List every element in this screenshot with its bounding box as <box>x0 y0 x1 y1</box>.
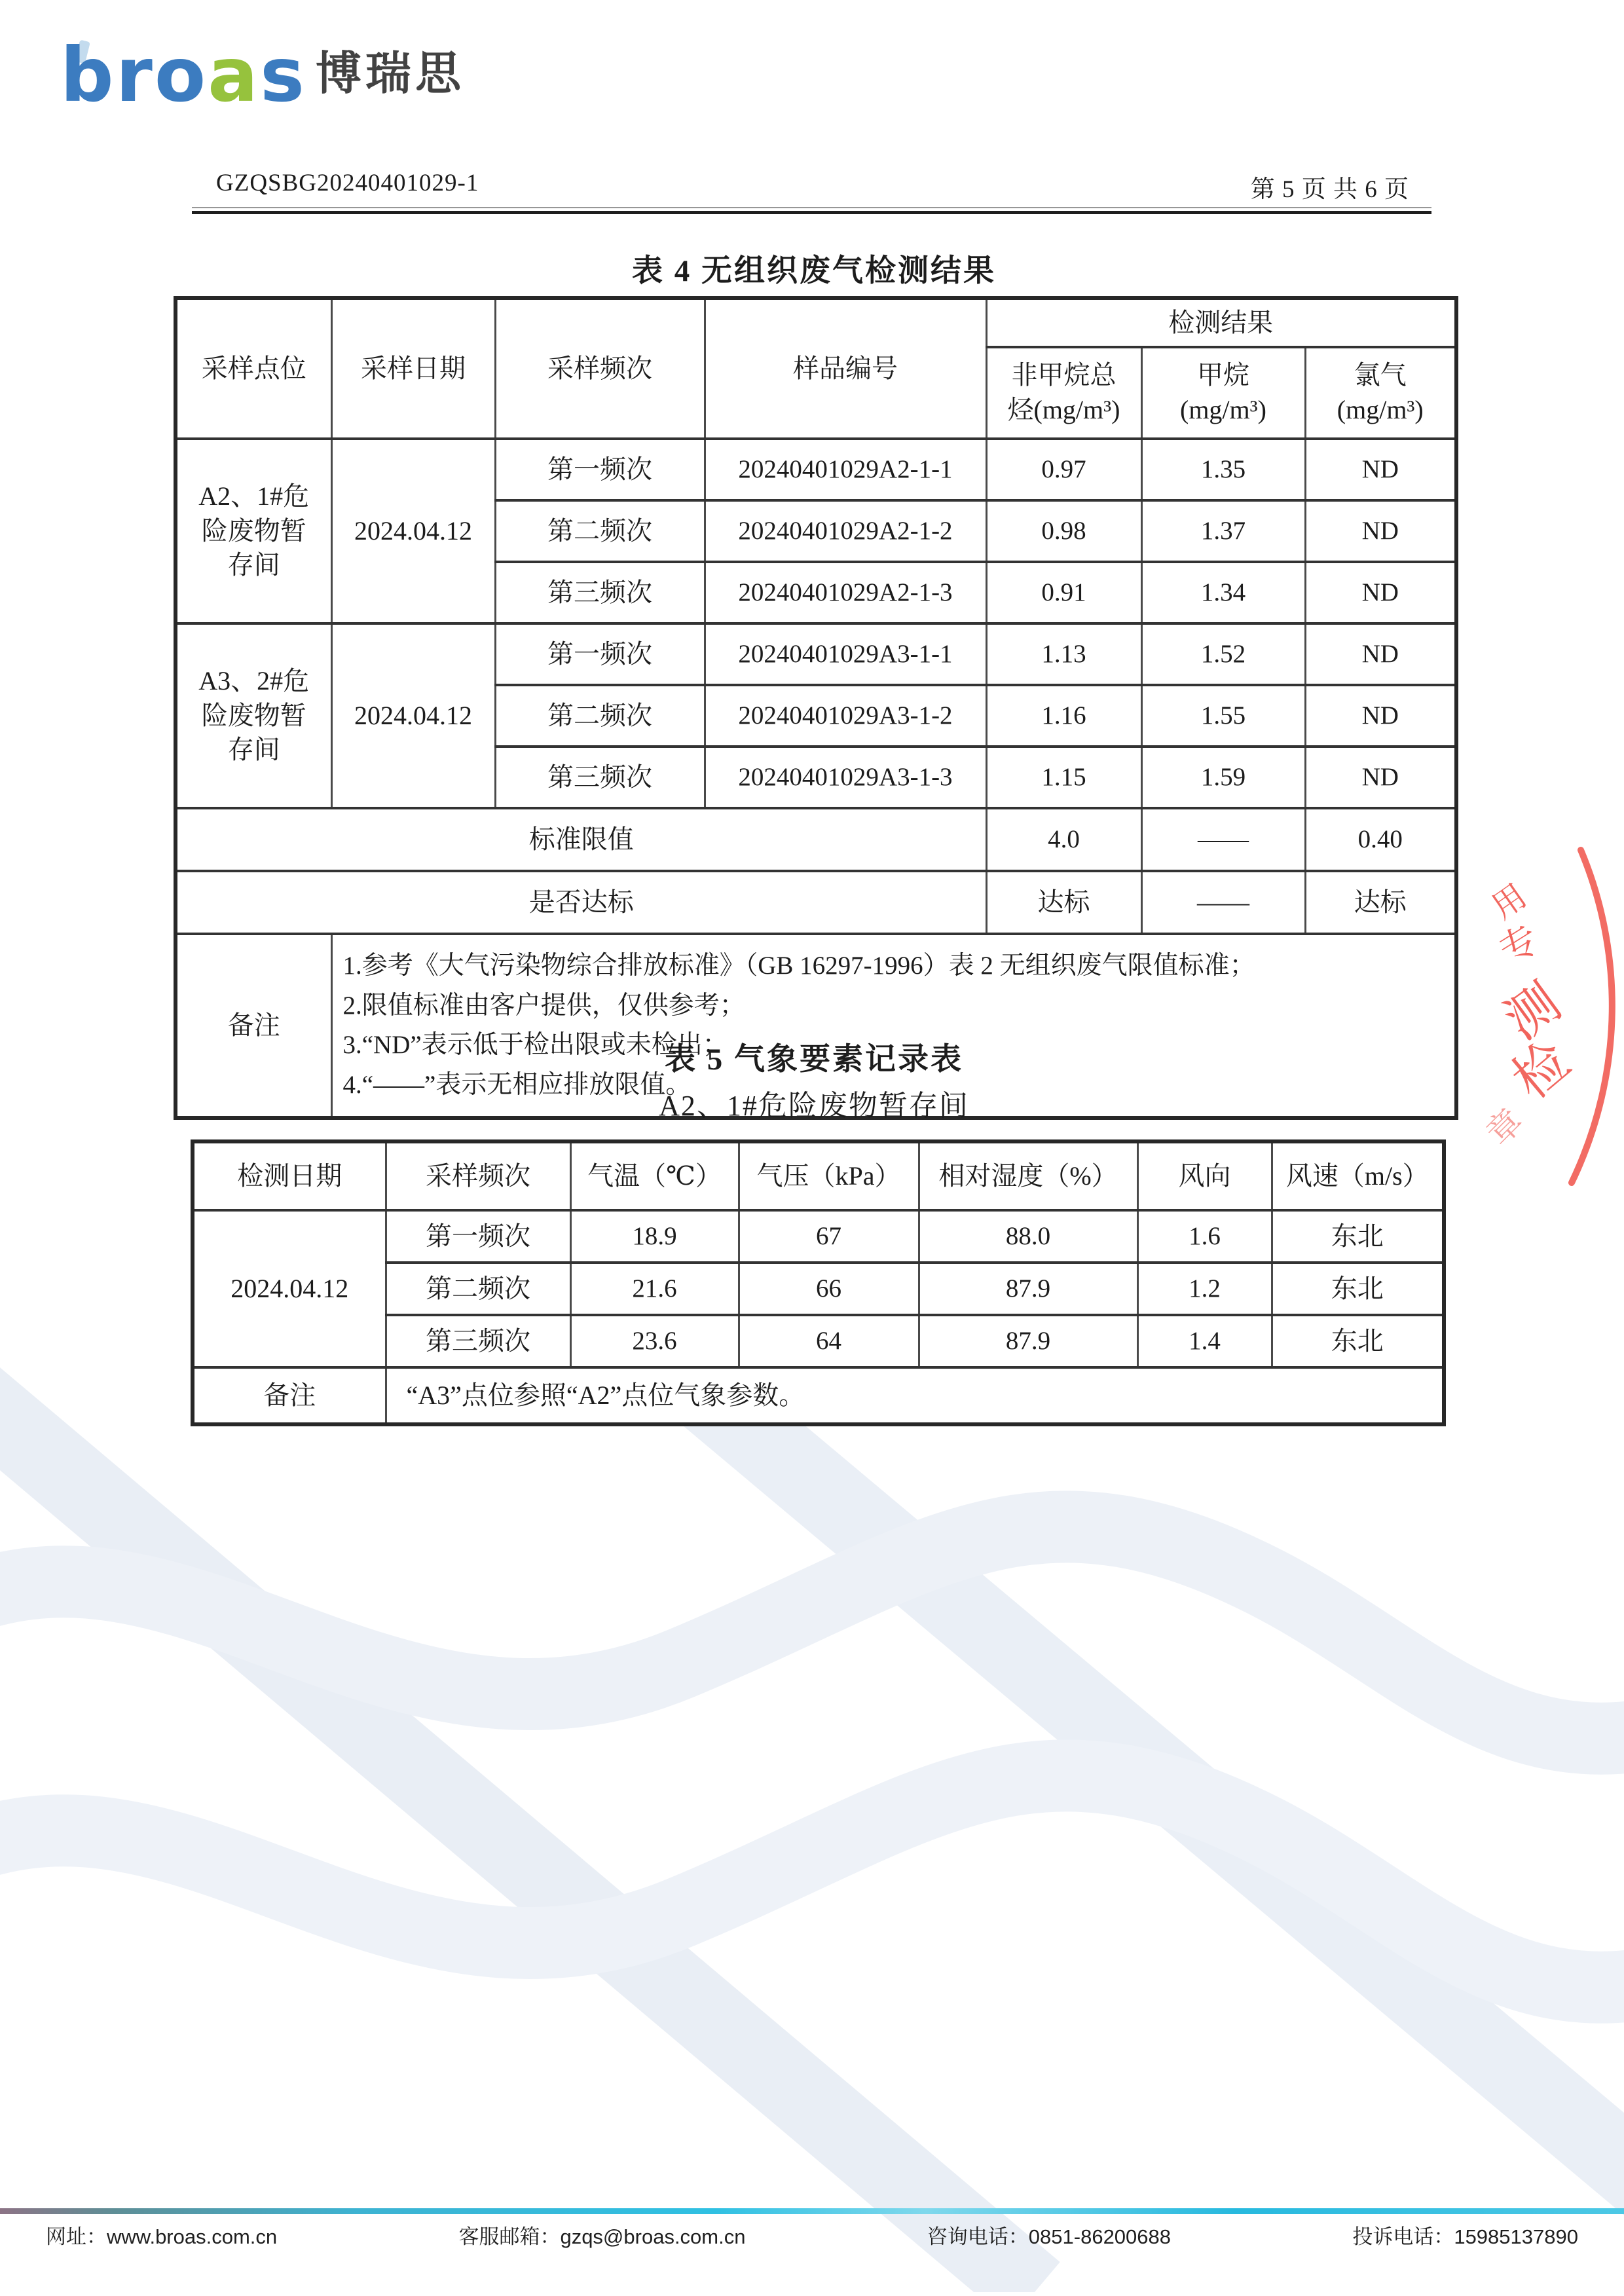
remark-label-cell: 备注 <box>175 934 331 1118</box>
temperature-cell: 18.9 <box>570 1210 739 1263</box>
freq-cell: 第三频次 <box>386 1315 570 1367</box>
col-header-nmhc-line1: 非甲烷总 <box>1011 360 1116 390</box>
stamp-ring-arc <box>1572 850 1612 1183</box>
stamp-char-1: 用 <box>1485 877 1534 927</box>
humidity-cell: 87.9 <box>919 1263 1137 1315</box>
col-header-temperature: 气温（℃） <box>570 1141 739 1210</box>
limit-row <box>175 808 1456 871</box>
page-number: 第 5 页 共 6 页 <box>1250 176 1409 203</box>
limit-nmhc-cell: 4.0 <box>986 808 1141 871</box>
inspection-stamp <box>1459 845 1624 1189</box>
sample-no-cell: 20240401029A3-1-3 <box>705 747 986 808</box>
limit-methane-cell: —— <box>1141 808 1305 871</box>
chlorine-value-cell: ND <box>1305 562 1456 623</box>
stamp-char-4: 检 <box>1502 1030 1581 1111</box>
sample-no-cell: 20240401029A3-1-2 <box>705 685 986 747</box>
limit-label-cell: 标准限值 <box>175 808 986 871</box>
header-rule <box>192 207 1431 214</box>
sample-no-cell: 20240401029A2-1-2 <box>705 500 986 562</box>
remark-line-1: 1.参考《大气污染物综合排放标准》（GB 16297-1996）表 2 无组织废气限值标准； <box>342 952 1255 980</box>
company-logo <box>60 31 465 119</box>
chlorine-value-cell: ND <box>1305 623 1456 685</box>
methane-value-cell: 1.52 <box>1141 623 1305 685</box>
nmhc-value-cell: 0.98 <box>986 500 1141 562</box>
table5-weather-records <box>191 1139 1446 1426</box>
pass-methane-cell: —— <box>1141 871 1305 934</box>
wind-speed-cell: 东北 <box>1272 1210 1444 1263</box>
nmhc-value-cell: 1.15 <box>986 747 1141 808</box>
freq-cell: 第一频次 <box>495 623 705 685</box>
freq-cell: 第二频次 <box>386 1263 570 1315</box>
humidity-cell: 87.9 <box>919 1315 1137 1367</box>
chlorine-value-cell: ND <box>1305 500 1456 562</box>
chlorine-value-cell: ND <box>1305 747 1456 808</box>
page-header <box>216 169 1409 204</box>
col-header-pressure: 气压（kPa） <box>739 1141 919 1210</box>
sampling-point-cell: A2、1#危险废物暂存间 <box>175 439 331 623</box>
nmhc-value-cell: 0.97 <box>986 439 1141 500</box>
methane-value-cell: 1.35 <box>1141 439 1305 500</box>
table-row <box>193 1210 1444 1263</box>
col-header-wind-speed: 风速（m/s） <box>1272 1141 1444 1210</box>
freq-cell: 第一频次 <box>495 439 705 500</box>
col-header-date: 采样日期 <box>331 298 495 439</box>
remark-line-2: 2.限值标准由客户提供，仅供参考； <box>342 991 745 1020</box>
table5-title: 表 5 气象要素记录表 <box>665 1043 963 1077</box>
wind-speed-cell: 东北 <box>1272 1315 1444 1367</box>
methane-value-cell: 1.59 <box>1141 747 1305 808</box>
methane-value-cell: 1.37 <box>1141 500 1305 562</box>
sampling-date-cell: 2024.04.12 <box>331 439 495 623</box>
wind-direction-cell: 1.4 <box>1137 1315 1272 1367</box>
stamp-char-5: 章 <box>1480 1102 1531 1153</box>
methane-value-cell: 1.55 <box>1141 685 1305 747</box>
nmhc-value-cell: 1.13 <box>986 623 1141 685</box>
col-header-methane <box>1141 347 1305 439</box>
freq-cell: 第三频次 <box>495 562 705 623</box>
pass-nmhc-cell: 达标 <box>986 871 1141 934</box>
col-header-freq: 采样频次 <box>495 298 705 439</box>
pressure-cell: 67 <box>739 1210 919 1263</box>
logo-latin-bro: bro <box>60 31 208 119</box>
table4-title: 表 4 无组织废气检测结果 <box>632 254 996 288</box>
sample-no-cell: 20240401029A2-1-3 <box>705 562 986 623</box>
wind-direction-cell: 1.2 <box>1137 1263 1272 1315</box>
limit-chlorine-cell: 0.40 <box>1305 808 1456 871</box>
col-header-wind-direction: 风向 <box>1137 1141 1272 1210</box>
humidity-cell: 88.0 <box>919 1210 1137 1263</box>
pass-row <box>175 871 1456 934</box>
sampling-date-cell: 2024.04.12 <box>331 623 495 808</box>
sampling-point-cell: A3、2#危险废物暂存间 <box>175 623 331 808</box>
remark-row <box>193 1367 1444 1424</box>
nmhc-value-cell: 0.91 <box>986 562 1141 623</box>
remark-line-3: 3.“ND”表示低于检出限或未检出； <box>342 1031 728 1059</box>
col-header-chlorine <box>1305 347 1456 439</box>
freq-cell: 第二频次 <box>495 685 705 747</box>
watermark-sine-ribbon-1 <box>0 1527 1624 1738</box>
col-header-test-date: 检测日期 <box>193 1141 386 1210</box>
wind-direction-cell: 1.6 <box>1137 1210 1272 1263</box>
stamp-char-2: 专 <box>1492 917 1547 974</box>
nmhc-value-cell: 1.16 <box>986 685 1141 747</box>
temperature-cell: 23.6 <box>570 1315 739 1367</box>
chlorine-value-cell: ND <box>1305 685 1456 747</box>
pass-label-cell: 是否达标 <box>175 871 986 934</box>
remark-content-cell: “A3”点位参照“A2”点位气象参数。 <box>386 1367 1444 1424</box>
table4-gas-results <box>174 296 1458 1120</box>
footer-complaint-phone: 投诉电话：15985137890 <box>1352 2225 1578 2248</box>
remark-line-4: 4.“——”表示无相应排放限值。 <box>342 1070 692 1099</box>
chlorine-value-cell: ND <box>1305 439 1456 500</box>
stamp-char-3: 测 <box>1494 973 1572 1051</box>
footer-phone: 咨询电话：0851-86200688 <box>927 2225 1172 2248</box>
col-header-sample: 样品编号 <box>705 298 986 439</box>
col-header-result: 检测结果 <box>986 298 1456 347</box>
page-footer <box>46 2220 1578 2250</box>
pressure-cell: 66 <box>739 1263 919 1315</box>
sample-no-cell: 20240401029A2-1-1 <box>705 439 986 500</box>
table5-subtitle: A2、1#危险废物暂存间 <box>659 1090 969 1122</box>
methane-value-cell: 1.34 <box>1141 562 1305 623</box>
freq-cell: 第一频次 <box>386 1210 570 1263</box>
logo-chinese-name: 博瑞思 <box>315 46 465 100</box>
watermark-waves <box>0 1297 1624 2292</box>
col-header-chlorine-line2: (mg/m³) <box>1337 395 1424 424</box>
temperature-cell: 21.6 <box>570 1263 739 1315</box>
col-header-chlorine-line1: 氯气 <box>1354 360 1407 390</box>
report-number: GZQSBG20240401029-1 <box>216 170 479 196</box>
col-header-point: 采样点位 <box>175 298 331 439</box>
col-header-humidity: 相对湿度（%） <box>919 1141 1137 1210</box>
test-date-cell: 2024.04.12 <box>193 1210 386 1367</box>
logo-latin-wordmark <box>60 31 306 119</box>
footer-email: 客服邮箱：gzqs@broas.com.cn <box>458 2225 746 2248</box>
col-header-methane-line2: (mg/m³) <box>1180 395 1266 424</box>
wind-speed-cell: 东北 <box>1272 1263 1444 1315</box>
col-header-methane-line1: 甲烷 <box>1197 360 1249 390</box>
footer-website: 网址：www.broas.com.cn <box>46 2225 278 2248</box>
footer-gradient-rule <box>0 2208 1624 2214</box>
pressure-cell: 64 <box>739 1315 919 1367</box>
remark-label-cell: 备注 <box>193 1367 386 1424</box>
logo-latin-s: s <box>260 31 306 119</box>
freq-cell: 第三频次 <box>495 747 705 808</box>
col-header-nmhc-line2: 烃(mg/m³) <box>1007 395 1120 424</box>
table-row <box>175 623 1456 685</box>
col-header-freq: 采样频次 <box>386 1141 570 1210</box>
sample-no-cell: 20240401029A3-1-1 <box>705 623 986 685</box>
logo-latin-a: a <box>208 31 261 119</box>
table-row <box>175 439 1456 500</box>
col-header-nmhc <box>986 347 1141 439</box>
pass-chlorine-cell: 达标 <box>1305 871 1456 934</box>
freq-cell: 第二频次 <box>495 500 705 562</box>
